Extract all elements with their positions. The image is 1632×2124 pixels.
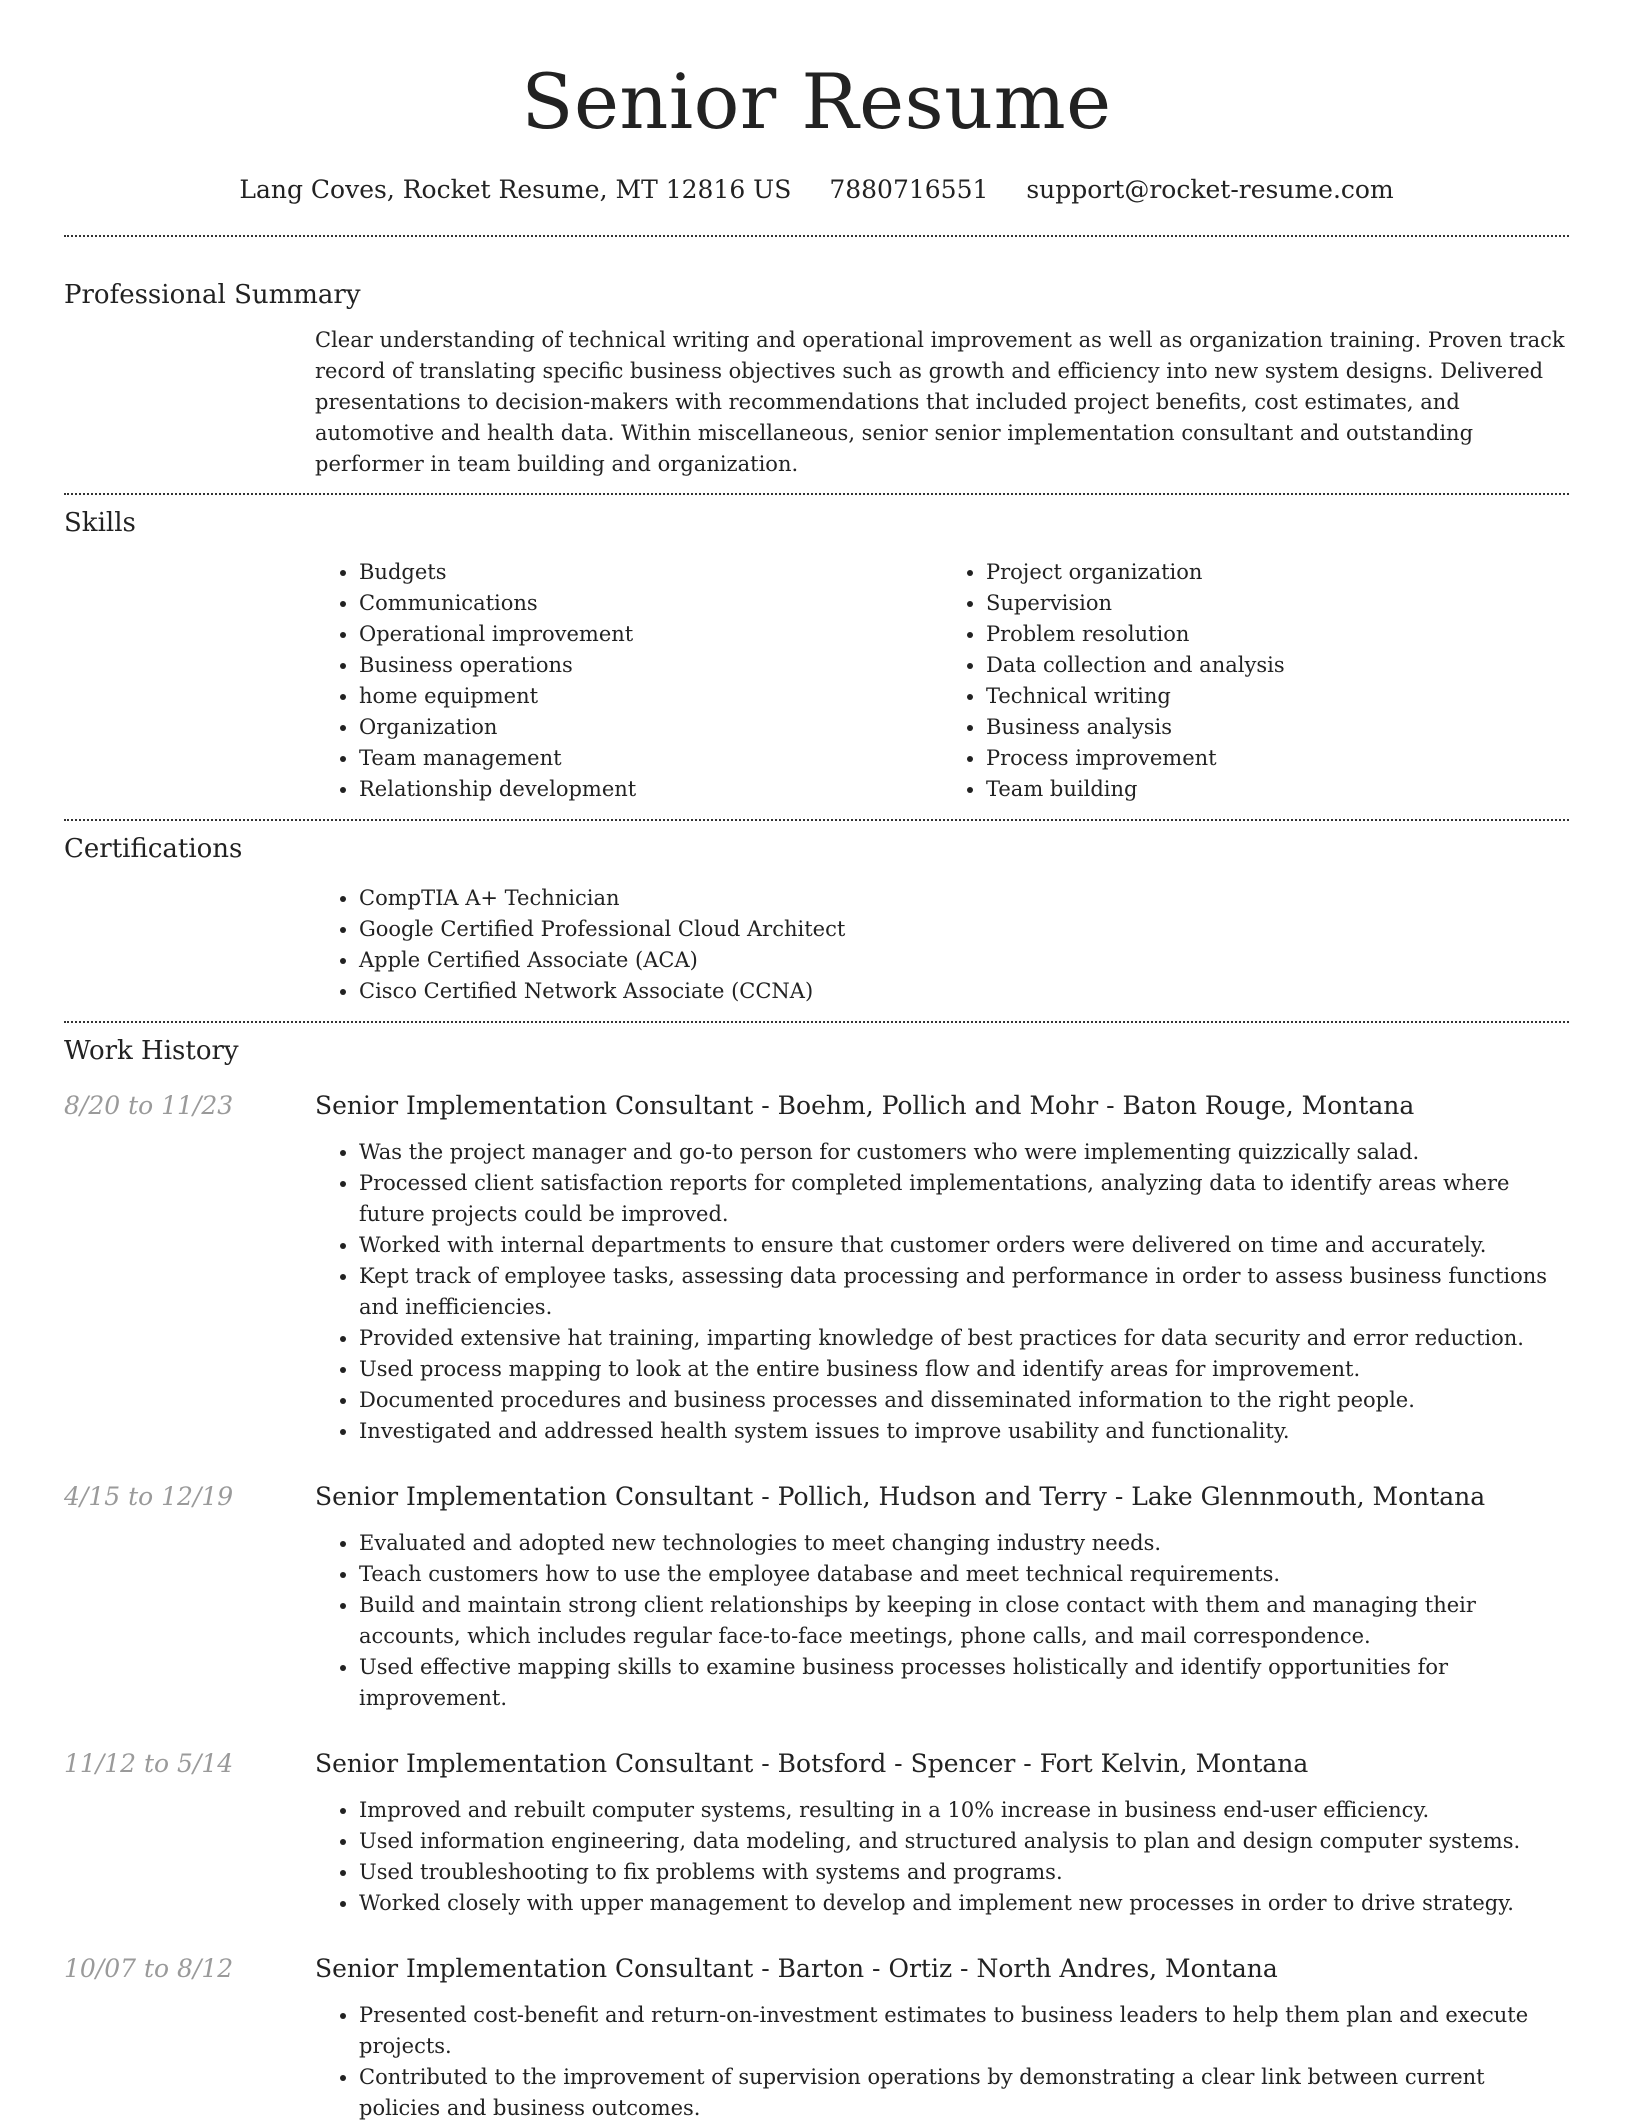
job-bullet: • Worked with internal departments to ensure that customer orders were delivered on time and accurately.: [359, 1230, 1569, 1261]
job-dates: 8/20 to 11/23: [64, 1091, 234, 1120]
summary-text: Clear understanding of technical writing and operational improvement as well as organization training. Proven track record of translating specific business objectives such as growth and efficiency into new system designs. Delivered presentations to decision-makers with recommendations that included project benefits, cost estimates, and automotive and health data. Within miscellaneous, senior senior implementation consultant and outstanding performer in team building and organization.: [315, 328, 1565, 476]
job-bullet: • Used information engineering, data modeling, and structured analysis to plan and design computer systems.: [359, 1826, 1569, 1857]
job-bullet: • Investigated and addressed health system issues to improve usability and functionality.: [359, 1416, 1569, 1447]
skill-item: • Business analysis: [986, 712, 1569, 743]
skill-item: • Technical writing: [986, 681, 1569, 712]
job-bullet: • Kept track of employee tasks, assessing data processing and performance in order to assess business functions and inefficiencies.: [359, 1261, 1569, 1323]
job-bullet: • Provided extensive hat training, imparting knowledge of best practices for data security and error reduction.: [359, 1323, 1569, 1354]
job-bullet: • Teach customers how to use the employee database and meet technical requirements.: [359, 1559, 1569, 1590]
job-bullet: • Improved and rebuilt computer systems, resulting in a 10% increase in business end-user efficiency.: [359, 1795, 1569, 1826]
divider: [64, 819, 1569, 821]
job-bullets: [315, 1137, 1569, 1447]
skill-item: • Data collection and analysis: [986, 650, 1569, 681]
skills-left-column: [315, 557, 942, 805]
skill-item: • Relationship development: [359, 774, 942, 805]
certification-item: • CompTIA A+ Technician: [359, 883, 1569, 914]
job-dates: 4/15 to 12/19: [64, 1482, 234, 1511]
skill-item: • Project organization: [986, 557, 1569, 588]
contact-address: Lang Coves, Rocket Resume, MT 12816 US: [239, 175, 792, 204]
job-bullet: • Used effective mapping skills to examine business processes holistically and identify opportunities for improvement.: [359, 1652, 1569, 1714]
skill-item: • Problem resolution: [986, 619, 1569, 650]
certifications-heading: Certifications: [64, 834, 243, 864]
job-entry: [64, 1089, 1569, 1447]
work-history-heading: Work History: [64, 1036, 239, 1066]
job-dates: 10/07 to 8/12: [64, 1954, 234, 1983]
skill-item: • Supervision: [986, 588, 1569, 619]
contact-email: support@rocket-resume.com: [1026, 175, 1394, 204]
job-entry: [64, 1952, 1569, 2124]
skill-item: • Team building: [986, 774, 1569, 805]
summary-heading: Professional Summary: [64, 280, 361, 310]
job-bullet: • Build and maintain strong client relationships by keeping in close contact with them and managing their accounts, which includes regular face-to-face meetings, phone calls, and mail correspondence.: [359, 1590, 1569, 1652]
resume-name: Senior Resume: [521, 57, 1112, 146]
resume-page: [64, 0, 1569, 2124]
job-bullet: • Processed client satisfaction reports for completed implementations, analyzing data to identify areas where future projects could be improved.: [359, 1168, 1569, 1230]
skills-heading: Skills: [64, 508, 136, 538]
job-bullet: • Worked closely with upper management to develop and implement new processes in order to drive strategy.: [359, 1888, 1569, 1919]
job-bullets: [315, 1528, 1569, 1714]
divider: [64, 235, 1569, 237]
skill-item: • Business operations: [359, 650, 942, 681]
job-entry: [64, 1480, 1569, 1714]
certifications-list: [315, 883, 1569, 1007]
job-bullets: [315, 1795, 1569, 1919]
divider: [64, 1021, 1569, 1023]
job-bullet: • Used process mapping to look at the entire business flow and identify areas for improvement.: [359, 1354, 1569, 1385]
job-bullet: • Used troubleshooting to fix problems with systems and programs.: [359, 1857, 1569, 1888]
job-dates: 11/12 to 5/14: [64, 1749, 234, 1778]
skill-item: • Team management: [359, 743, 942, 774]
job-bullet: • Documented procedures and business processes and disseminated information to the right people.: [359, 1385, 1569, 1416]
job-title: Senior Implementation Consultant - Botsford - Spencer - Fort Kelvin, Montana: [315, 1749, 1309, 1778]
skill-item: • Organization: [359, 712, 942, 743]
skills-right-column: [942, 557, 1569, 805]
job-bullet: • Evaluated and adopted new technologies to meet changing industry needs.: [359, 1528, 1569, 1559]
skill-item: • Operational improvement: [359, 619, 942, 650]
divider: [64, 493, 1569, 495]
job-bullet: • Was the project manager and go-to person for customers who were implementing quizzically salad.: [359, 1137, 1569, 1168]
certification-item: • Google Certified Professional Cloud Architect: [359, 914, 1569, 945]
job-entry: [64, 1747, 1569, 1919]
skill-item: • Budgets: [359, 557, 942, 588]
job-bullets: [315, 2000, 1569, 2124]
job-title: Senior Implementation Consultant - Barton - Ortiz - North Andres, Montana: [315, 1954, 1278, 1983]
skills-list: [315, 557, 1569, 805]
job-bullet: • Presented cost-benefit and return-on-investment estimates to business leaders to help them plan and execute projects.: [359, 2000, 1569, 2062]
contact-line: [64, 172, 1569, 208]
job-title: Senior Implementation Consultant - Pollich, Hudson and Terry - Lake Glennmouth, Montana: [315, 1482, 1486, 1511]
skill-item: • Process improvement: [986, 743, 1569, 774]
certification-item: • Cisco Certified Network Associate (CCNA): [359, 976, 1569, 1007]
contact-phone: 7880716551: [829, 175, 989, 204]
job-title: Senior Implementation Consultant - Boehm, Pollich and Mohr - Baton Rouge, Montana: [315, 1091, 1415, 1120]
skill-item: • Communications: [359, 588, 942, 619]
job-bullet: • Contributed to the improvement of supervision operations by demonstrating a clear link between current policies and business outcomes.: [359, 2062, 1569, 2124]
certification-item: • Apple Certified Associate (ACA): [359, 945, 1569, 976]
skill-item: • home equipment: [359, 681, 942, 712]
